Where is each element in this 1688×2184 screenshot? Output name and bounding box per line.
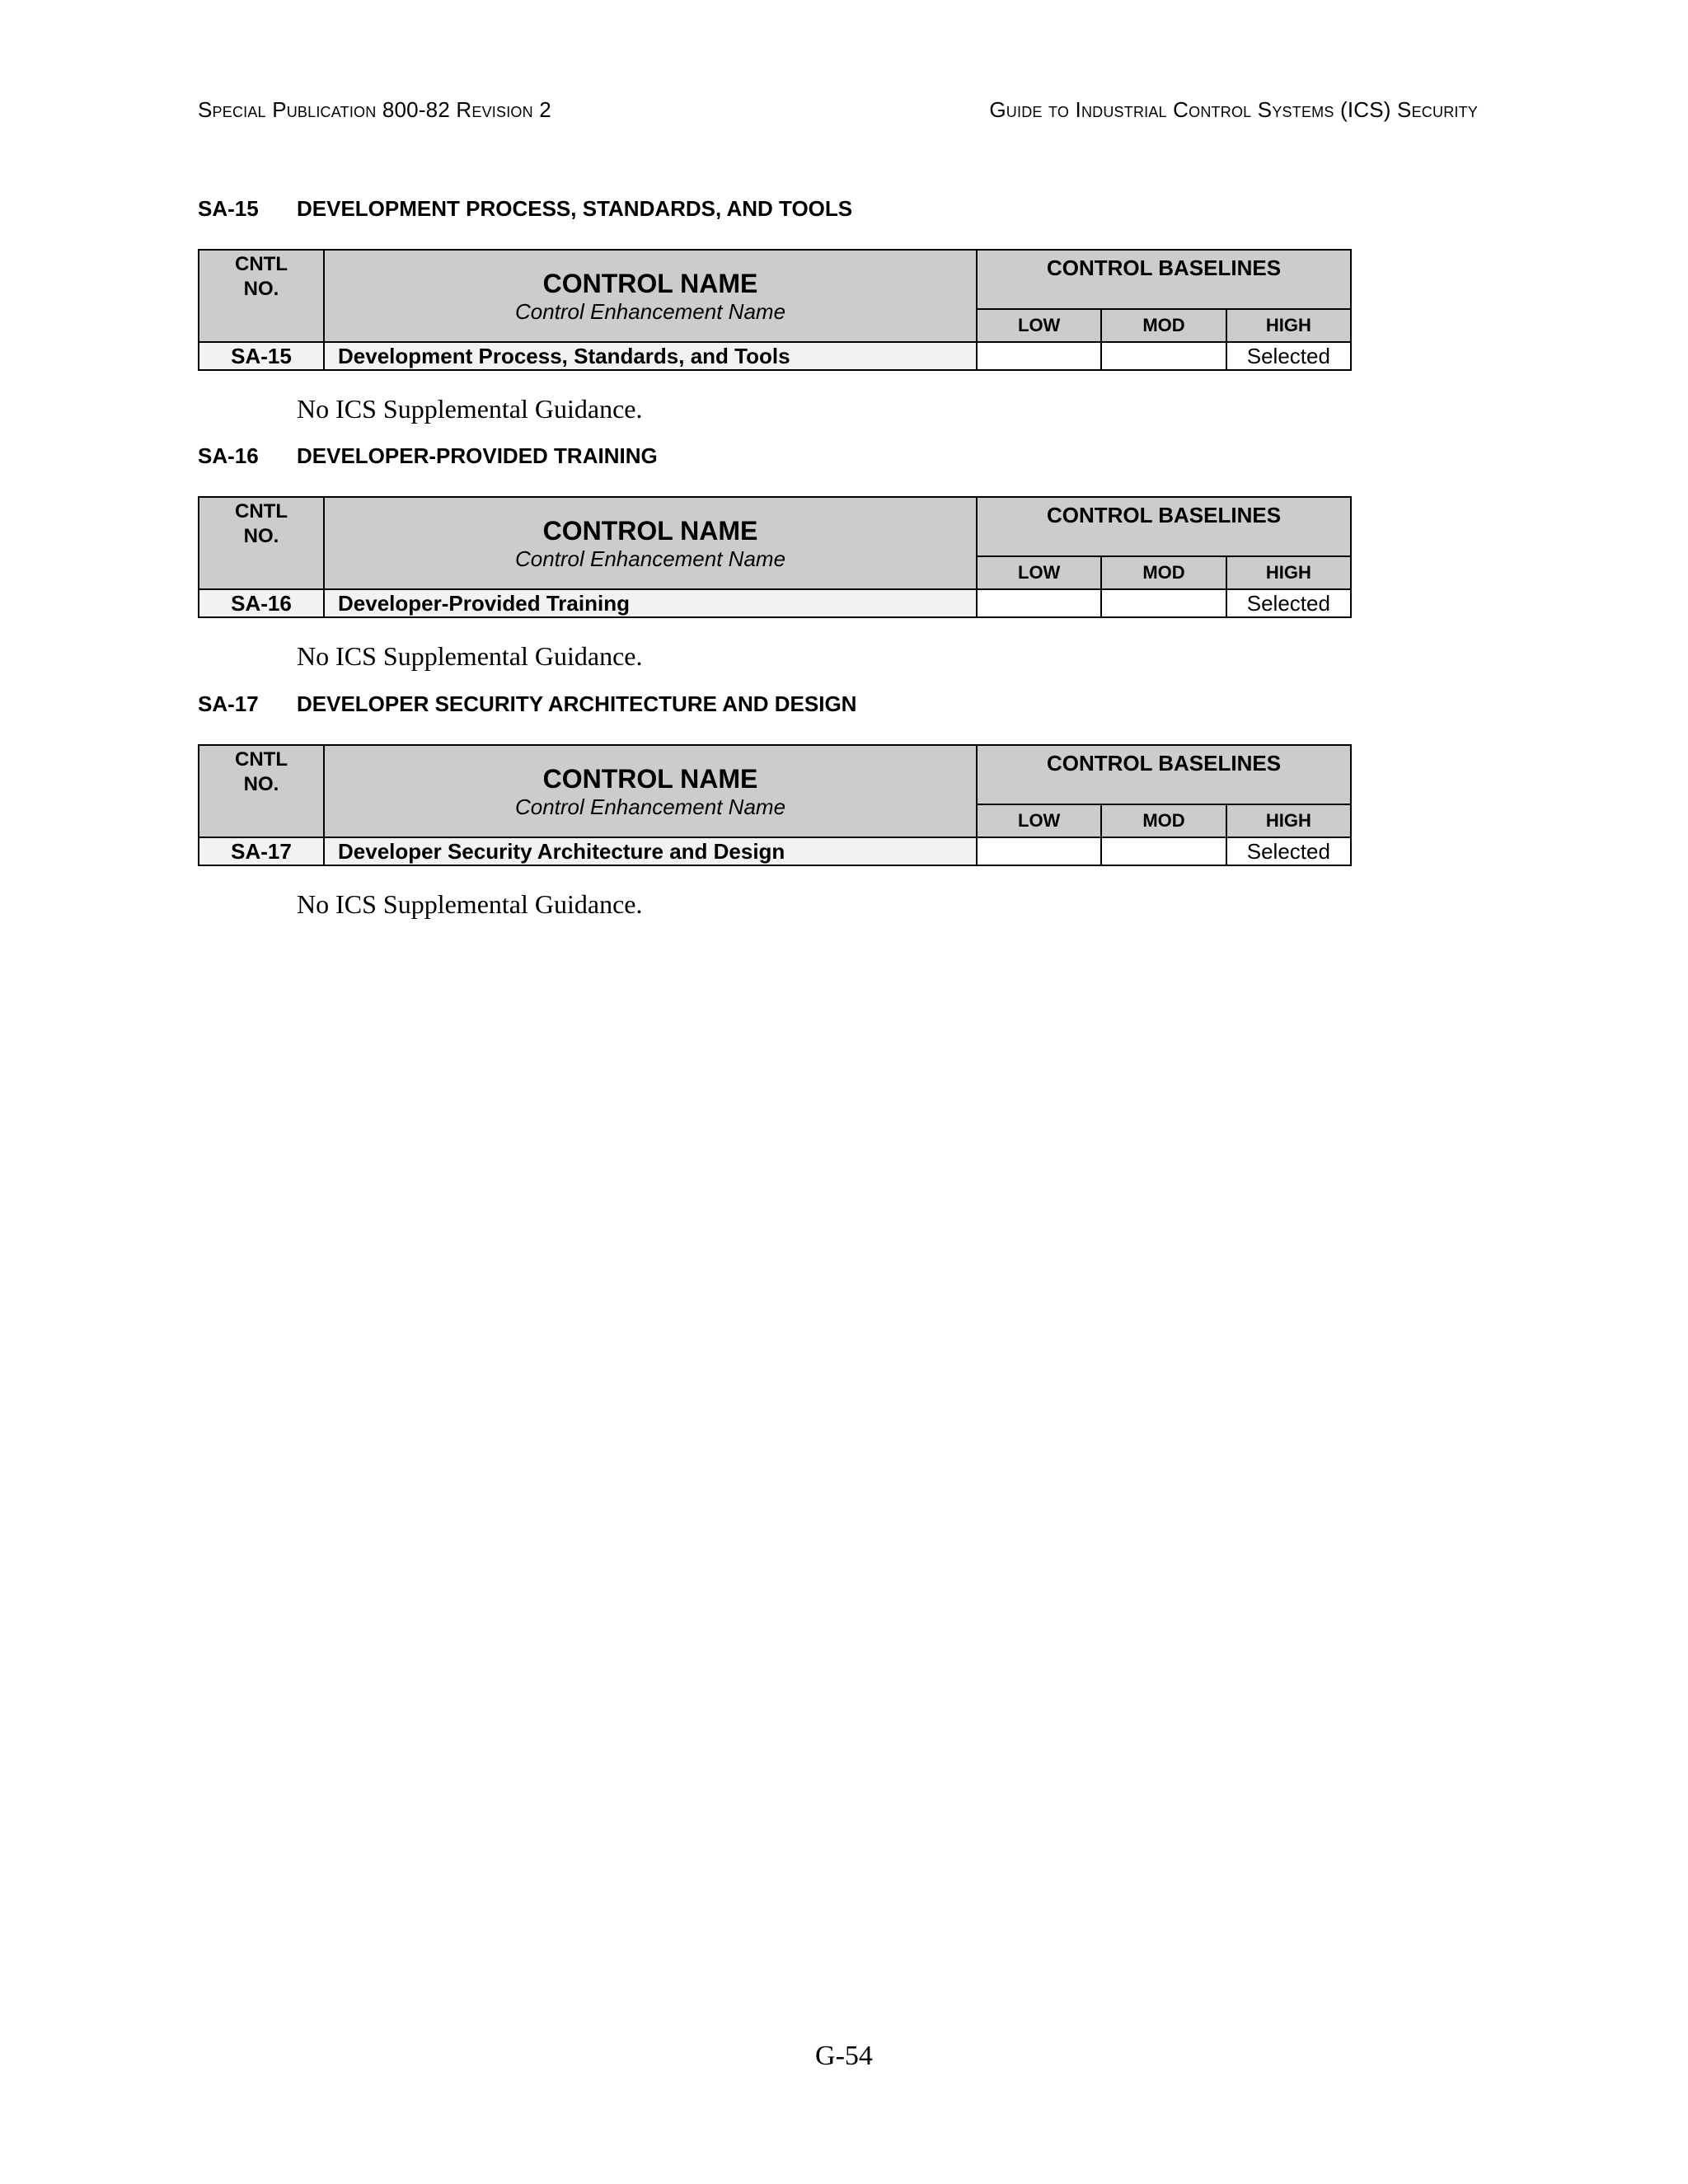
mod-value xyxy=(1101,589,1226,617)
control-baselines-header: CONTROL BASELINES xyxy=(977,745,1351,804)
guide-title: Guide to Industrial Control Systems (ICS) Security xyxy=(989,97,1478,122)
section-sa-17 xyxy=(198,691,1352,919)
control-name: Development Process, Standards, and Tools xyxy=(324,342,977,370)
section-title: DEVELOPER SECURITY ARCHITECTURE AND DESIGN xyxy=(297,691,857,716)
control-name: Developer Security Architecture and Design xyxy=(324,837,977,865)
supplemental-guidance: No ICS Supplemental Guidance. xyxy=(297,394,643,424)
control-number: SA-15 xyxy=(199,342,324,370)
low-header: LOW xyxy=(977,556,1101,589)
low-value xyxy=(977,837,1101,865)
table-row xyxy=(199,342,1351,370)
high-value: Selected xyxy=(1226,837,1351,865)
control-baselines-header: CONTROL BASELINES xyxy=(977,497,1351,556)
low-value xyxy=(977,589,1101,617)
high-value: Selected xyxy=(1226,589,1351,617)
table-row xyxy=(199,589,1351,617)
section-heading xyxy=(198,443,1352,468)
supplemental-guidance: No ICS Supplemental Guidance. xyxy=(297,641,643,671)
low-value xyxy=(977,342,1101,370)
supplemental-guidance: No ICS Supplemental Guidance. xyxy=(297,889,643,919)
control-number: SA-16 xyxy=(199,589,324,617)
section-sa-16 xyxy=(198,443,1352,671)
control-baselines-header: CONTROL BASELINES xyxy=(977,250,1351,309)
control-name-header: CONTROL NAME Control Enhancement Name xyxy=(324,745,977,837)
high-header: HIGH xyxy=(1226,804,1351,837)
control-name-header: CONTROL NAME Control Enhancement Name xyxy=(324,497,977,589)
page-number: G-54 xyxy=(815,2041,873,2071)
publication-title: Special Publication 800-82 Revision 2 xyxy=(198,97,551,122)
section-heading xyxy=(198,691,1352,716)
cntl-no-header: CNTL NO. xyxy=(199,745,324,837)
mod-header: MOD xyxy=(1101,556,1226,589)
high-header: HIGH xyxy=(1226,309,1351,342)
control-table xyxy=(198,249,1352,371)
section-id: SA-16 xyxy=(198,443,259,468)
control-table xyxy=(198,496,1352,618)
section-title: DEVELOPMENT PROCESS, STANDARDS, AND TOOLS xyxy=(297,196,853,221)
control-table xyxy=(198,744,1352,866)
high-header: HIGH xyxy=(1226,556,1351,589)
mod-value xyxy=(1101,837,1226,865)
low-header: LOW xyxy=(977,804,1101,837)
low-header: LOW xyxy=(977,309,1101,342)
cntl-no-header: CNTL NO. xyxy=(199,497,324,589)
running-header xyxy=(198,97,1478,123)
section-title: DEVELOPER-PROVIDED TRAINING xyxy=(297,443,658,468)
mod-header: MOD xyxy=(1101,309,1226,342)
mod-value xyxy=(1101,342,1226,370)
cntl-no-header: CNTL NO. xyxy=(199,250,324,342)
section-heading xyxy=(198,196,1352,221)
control-name: Developer-Provided Training xyxy=(324,589,977,617)
control-number: SA-17 xyxy=(199,837,324,865)
section-sa-15 xyxy=(198,196,1352,424)
section-id: SA-15 xyxy=(198,196,259,221)
table-row xyxy=(199,837,1351,865)
high-value: Selected xyxy=(1226,342,1351,370)
section-id: SA-17 xyxy=(198,691,259,716)
mod-header: MOD xyxy=(1101,804,1226,837)
control-name-header: CONTROL NAME Control Enhancement Name xyxy=(324,250,977,342)
